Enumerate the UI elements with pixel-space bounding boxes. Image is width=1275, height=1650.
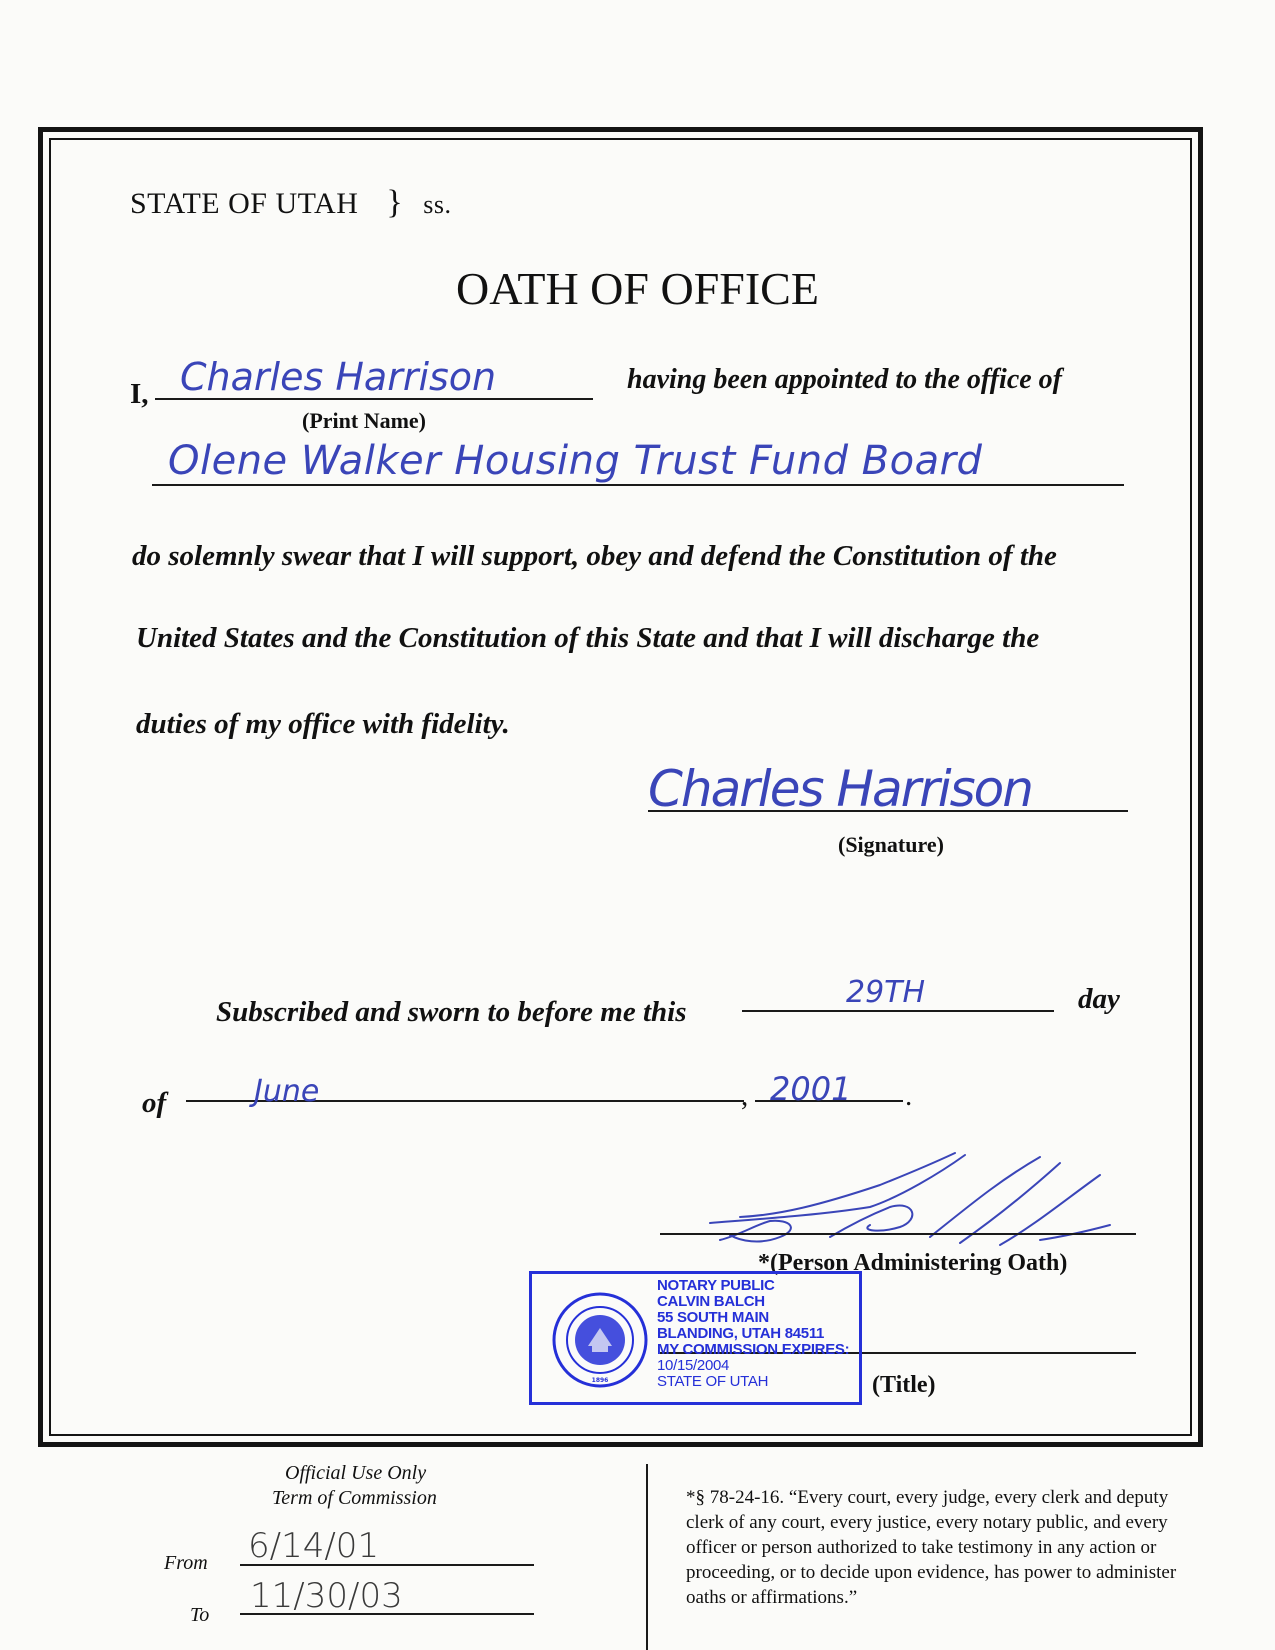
day-value: 29TH xyxy=(846,975,926,1010)
signature-label: (Signature) xyxy=(838,832,944,857)
state-line xyxy=(130,184,451,222)
state-name: STATE OF UTAH xyxy=(130,187,359,220)
state-seal xyxy=(552,1292,648,1388)
print-name-value: Charles Harrison xyxy=(180,355,497,399)
stamp-text xyxy=(657,1278,849,1390)
bracket: } xyxy=(386,184,404,221)
ss-label: ss. xyxy=(423,190,452,219)
oath-line-2: United States and the Constitution of this State and that I will discharge the xyxy=(136,622,1040,654)
office-value: Olene Walker Housing Trust Fund Board xyxy=(168,438,983,484)
administrator-line xyxy=(660,1233,1136,1235)
print-name-label: (Print Name) xyxy=(302,408,427,433)
to-label: To xyxy=(190,1604,210,1626)
stamp-line-7: STATE OF UTAH xyxy=(657,1373,769,1390)
stamp-line-6: 10/15/2004 xyxy=(657,1357,730,1374)
from-value: 6/14/01 xyxy=(248,1526,380,1566)
comma: , xyxy=(741,1080,749,1112)
to-value: 11/30/03 xyxy=(250,1576,403,1616)
day-line xyxy=(742,1010,1054,1012)
stamp-line-2: CALVIN BALCH xyxy=(657,1293,765,1310)
official-use-heading: Official Use Only xyxy=(285,1462,427,1484)
office-line xyxy=(152,484,1124,486)
title-label: (Title) xyxy=(872,1372,936,1398)
from-label: From xyxy=(164,1552,208,1574)
oath-line-1: do solemnly swear that I will support, obey and defend the Constitution of the xyxy=(132,540,1057,572)
period: . xyxy=(905,1080,913,1112)
year-value: 2001 xyxy=(770,1070,852,1108)
sworn-text: Subscribed and sworn to before me this xyxy=(216,996,687,1028)
month-value: June xyxy=(254,1074,320,1109)
page-title: OATH OF OFFICE xyxy=(456,263,819,314)
term-heading: Term of Commission xyxy=(272,1487,437,1509)
statute-footnote: *§ 78-24-16. “Every court, every judge, every clerk and deputy clerk of any court, every justice, every notary public, and every officer or person authorized to take testimony in any action or proceeding, or to decide upon evidence, has power to administer oaths or affirmations.” xyxy=(686,1487,1177,1608)
of-word: of xyxy=(142,1087,167,1119)
signature-value: Charles Harrison xyxy=(648,760,1032,818)
notary-stamp xyxy=(529,1271,862,1405)
footer-divider xyxy=(646,1464,648,1650)
administrator-label: *(Person Administering Oath) xyxy=(758,1250,1068,1276)
stamp-line-3: 55 SOUTH MAIN xyxy=(657,1309,769,1326)
seal-year: 1896 xyxy=(591,1377,609,1384)
appointed-text: having been appointed to the office of xyxy=(627,364,1062,395)
stamp-line-4: BLANDING, UTAH 84511 xyxy=(657,1325,825,1342)
oath-line-3: duties of my office with fidelity. xyxy=(136,708,510,740)
administrator-signature xyxy=(700,1145,1140,1260)
oath-prefix: I, xyxy=(130,378,149,410)
stamp-line-5: MY COMMISSION EXPIRES: xyxy=(657,1341,850,1358)
stamp-line-1: NOTARY PUBLIC xyxy=(657,1277,775,1294)
day-word: day xyxy=(1078,983,1120,1015)
